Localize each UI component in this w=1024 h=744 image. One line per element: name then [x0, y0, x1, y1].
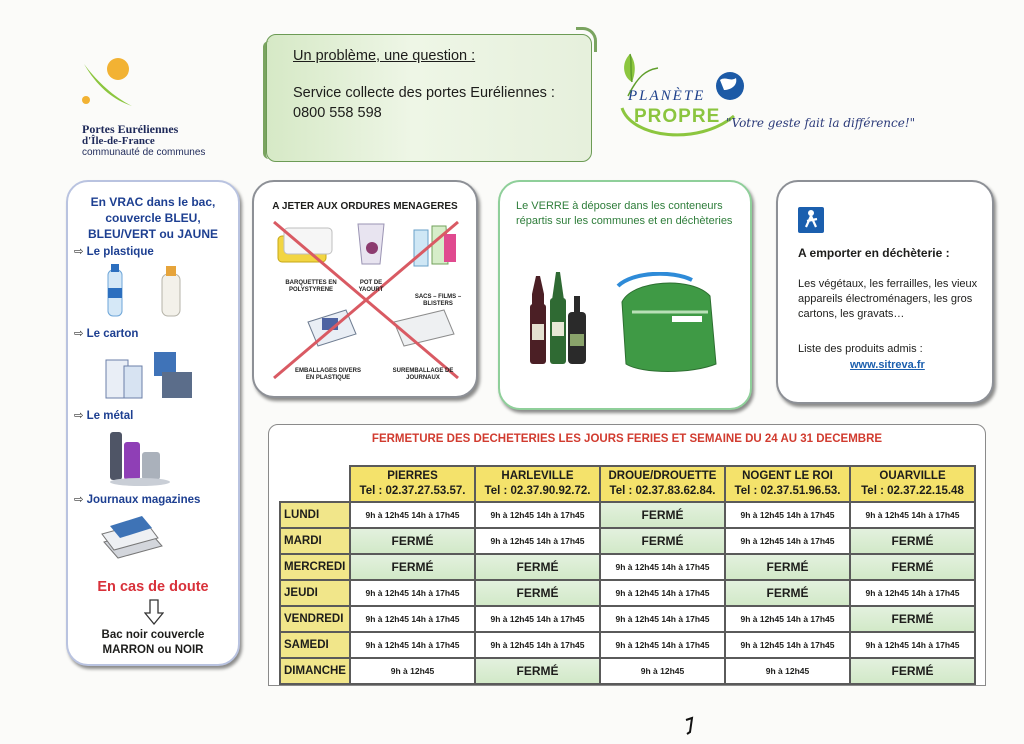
hours-cell: FERMÉ	[850, 658, 975, 684]
plastic-bottles-icon	[102, 262, 192, 320]
household-waste-title: A JETER AUX ORDURES MENAGERES	[272, 201, 458, 212]
recycling-title: En VRAC dans le bac, couvercle BLEU, BLEU/VERT ou JAUNE	[87, 195, 218, 241]
hours-cell: 9h à 12h45 14h à 17h45	[350, 580, 475, 606]
hours-cell: 9h à 12h45	[725, 658, 850, 684]
schedule-row	[280, 580, 975, 606]
hours-cell: 9h à 12h45 14h à 17h45	[350, 632, 475, 658]
center-phone: Tel : 02.37.90.92.72.	[484, 485, 591, 497]
label-plastic-packaging: EMBALLAGES DIVERS EN PLASTIQUE	[294, 368, 361, 381]
brand-line2: PROPRE	[634, 106, 721, 127]
recycling-item-newspapers: ⇨ Journaux magazines	[74, 494, 201, 506]
schedule-corner	[280, 466, 350, 502]
center-header	[475, 466, 600, 502]
hours-cell: FERMÉ	[850, 528, 975, 554]
hours-cell: FERMÉ	[600, 528, 725, 554]
day-label: DIMANCHE	[280, 658, 350, 684]
center-phone: Tel : 02.37.22.15.48	[861, 485, 964, 497]
planete-propre-logo	[618, 46, 958, 156]
contact-service: Service collecte des portes Euréliennes :	[293, 85, 555, 101]
center-header	[850, 466, 975, 502]
center-header	[600, 466, 725, 502]
hours-cell: 9h à 12h45 14h à 17h45	[350, 606, 475, 632]
hours-cell: 9h à 12h45 14h à 17h45	[725, 632, 850, 658]
schedule-row	[280, 554, 975, 580]
schedule-table	[279, 465, 976, 685]
recycling-center-body: Les végétaux, les ferrailles, les vieux appareils électroménagers, les gros cartons, les gravats…	[798, 278, 978, 320]
logo-name-line3: communauté de communes	[82, 147, 206, 158]
arrow-down-icon	[144, 599, 164, 625]
glass-container-illustration	[522, 272, 732, 390]
center-phone: Tel : 02.37.27.53.57.	[359, 485, 466, 497]
cardboard-boxes-icon	[102, 344, 202, 402]
hours-cell: 9h à 12h45 14h à 17h45	[725, 528, 850, 554]
hours-cell: 9h à 12h45 14h à 17h45	[600, 554, 725, 580]
hours-cell: FERMÉ	[475, 658, 600, 684]
black-bin-instruction: Bac noir couvercle MARRON ou NOIR	[101, 629, 205, 656]
hours-cell: FERMÉ	[725, 554, 850, 580]
center-header	[350, 466, 475, 502]
contact-question: Un problème, une question :	[293, 48, 476, 64]
hours-cell: 9h à 12h45 14h à 17h45	[600, 632, 725, 658]
recycling-center-icon	[798, 207, 824, 233]
hours-cell: FERMÉ	[600, 502, 725, 528]
hours-cell: FERMÉ	[475, 580, 600, 606]
hours-cell: FERMÉ	[350, 554, 475, 580]
arrow-right-icon: ⇨	[74, 494, 84, 506]
label-polystyrene-trays: BARQUETTES EN POLYSTYRENE	[285, 280, 337, 293]
contact-banner	[266, 34, 592, 162]
hours-cell: FERMÉ	[725, 580, 850, 606]
recycling-item-plastic: ⇨ Le plastique	[74, 246, 154, 258]
center-phone: Tel : 02.37.51.96.53.	[734, 485, 841, 497]
hours-cell: 9h à 12h45 14h à 17h45	[475, 528, 600, 554]
ink-mark	[684, 716, 696, 736]
doubt-heading: En cas de doute	[97, 579, 209, 595]
metal-cans-icon	[102, 428, 178, 486]
hours-cell: 9h à 12h45	[350, 658, 475, 684]
recycling-center-card	[776, 180, 994, 404]
logo-mark-icon	[74, 52, 154, 118]
center-phone: Tel : 02.37.83.62.84.	[609, 485, 716, 497]
arrow-right-icon: ⇨	[74, 328, 84, 340]
arrow-right-icon: ⇨	[74, 246, 84, 258]
schedule-header-row	[280, 466, 975, 502]
day-label: MARDI	[280, 528, 350, 554]
center-name: HARLEVILLE	[501, 470, 574, 482]
glass-text: Le VERRE à déposer dans les conteneurs répartis sur les communes et en déchèteries	[516, 200, 733, 227]
brand-line1: PLANÈTE	[628, 88, 706, 104]
portes-eureliennes-logo	[74, 52, 224, 162]
day-label: SAMEDI	[280, 632, 350, 658]
hours-cell: 9h à 12h45 14h à 17h45	[600, 580, 725, 606]
hours-cell: FERMÉ	[350, 528, 475, 554]
hours-cell: 9h à 12h45 14h à 17h45	[475, 606, 600, 632]
arrow-right-icon: ⇨	[74, 410, 84, 422]
hours-cell: FERMÉ	[850, 554, 975, 580]
hours-cell: 9h à 12h45 14h à 17h45	[475, 502, 600, 528]
hours-cell: 9h à 12h45	[600, 658, 725, 684]
center-name: PIERRES	[387, 470, 438, 482]
hours-cell: 9h à 12h45 14h à 17h45	[350, 502, 475, 528]
person-disposing-icon	[798, 207, 824, 233]
label-yogurt-pot: POT DE YAOURT	[358, 280, 384, 293]
schedule-row	[280, 658, 975, 684]
household-waste-card	[252, 180, 478, 398]
day-label: JEUDI	[280, 580, 350, 606]
schedule-panel	[268, 424, 986, 686]
recycling-bin-card	[66, 180, 240, 666]
center-name: NOGENT LE ROI	[742, 470, 833, 482]
recycling-item-cardboard: ⇨ Le carton	[74, 328, 139, 340]
logo-name-line2: d'Île-de-France	[82, 135, 155, 147]
hours-cell: 9h à 12h45 14h à 17h45	[850, 580, 975, 606]
hours-cell: FERMÉ	[475, 554, 600, 580]
hours-cell: 9h à 12h45 14h à 17h45	[850, 502, 975, 528]
day-label: LUNDI	[280, 502, 350, 528]
label-bags-films: SACS – FILMS – BLISTERS	[414, 294, 462, 307]
recycling-center-title: A emporter en déchèterie :	[798, 246, 950, 260]
schedule-row	[280, 606, 975, 632]
day-label: VENDREDI	[280, 606, 350, 632]
brand-slogan: "Votre geste fait la différence!"	[726, 116, 916, 130]
recycling-center-list-label: Liste des produits admis :	[798, 343, 923, 355]
contact-phone[interactable]: 0800 558 598	[293, 105, 382, 121]
schedule-row	[280, 528, 975, 554]
recycling-item-metal: ⇨ Le métal	[74, 410, 134, 422]
hours-cell: 9h à 12h45 14h à 17h45	[725, 502, 850, 528]
center-name: OUARVILLE	[879, 470, 946, 482]
schedule-title: FERMETURE DES DECHETERIES LES JOURS FERIES ET SEMAINE DU 24 AU 31 DECEMBRE	[371, 433, 883, 445]
center-name: DROUE/DROUETTE	[608, 470, 717, 482]
hours-cell: 9h à 12h45 14h à 17h45	[725, 606, 850, 632]
center-header	[725, 466, 850, 502]
day-label: MERCREDI	[280, 554, 350, 580]
logo-name-line1: Portes Euréliennes	[82, 122, 179, 136]
hours-cell: 9h à 12h45 14h à 17h45	[475, 632, 600, 658]
sitreva-link[interactable]: www.sitreva.fr	[850, 359, 925, 371]
hours-cell: 9h à 12h45 14h à 17h45	[600, 606, 725, 632]
schedule-row	[280, 502, 975, 528]
glass-card	[498, 180, 752, 410]
schedule-row	[280, 632, 975, 658]
label-newspaper-wrapping: SUREMBALLAGE DE JOURNAUX	[392, 368, 454, 381]
hours-cell: 9h à 12h45 14h à 17h45	[850, 632, 975, 658]
hours-cell: FERMÉ	[850, 606, 975, 632]
newspapers-icon	[98, 512, 168, 560]
